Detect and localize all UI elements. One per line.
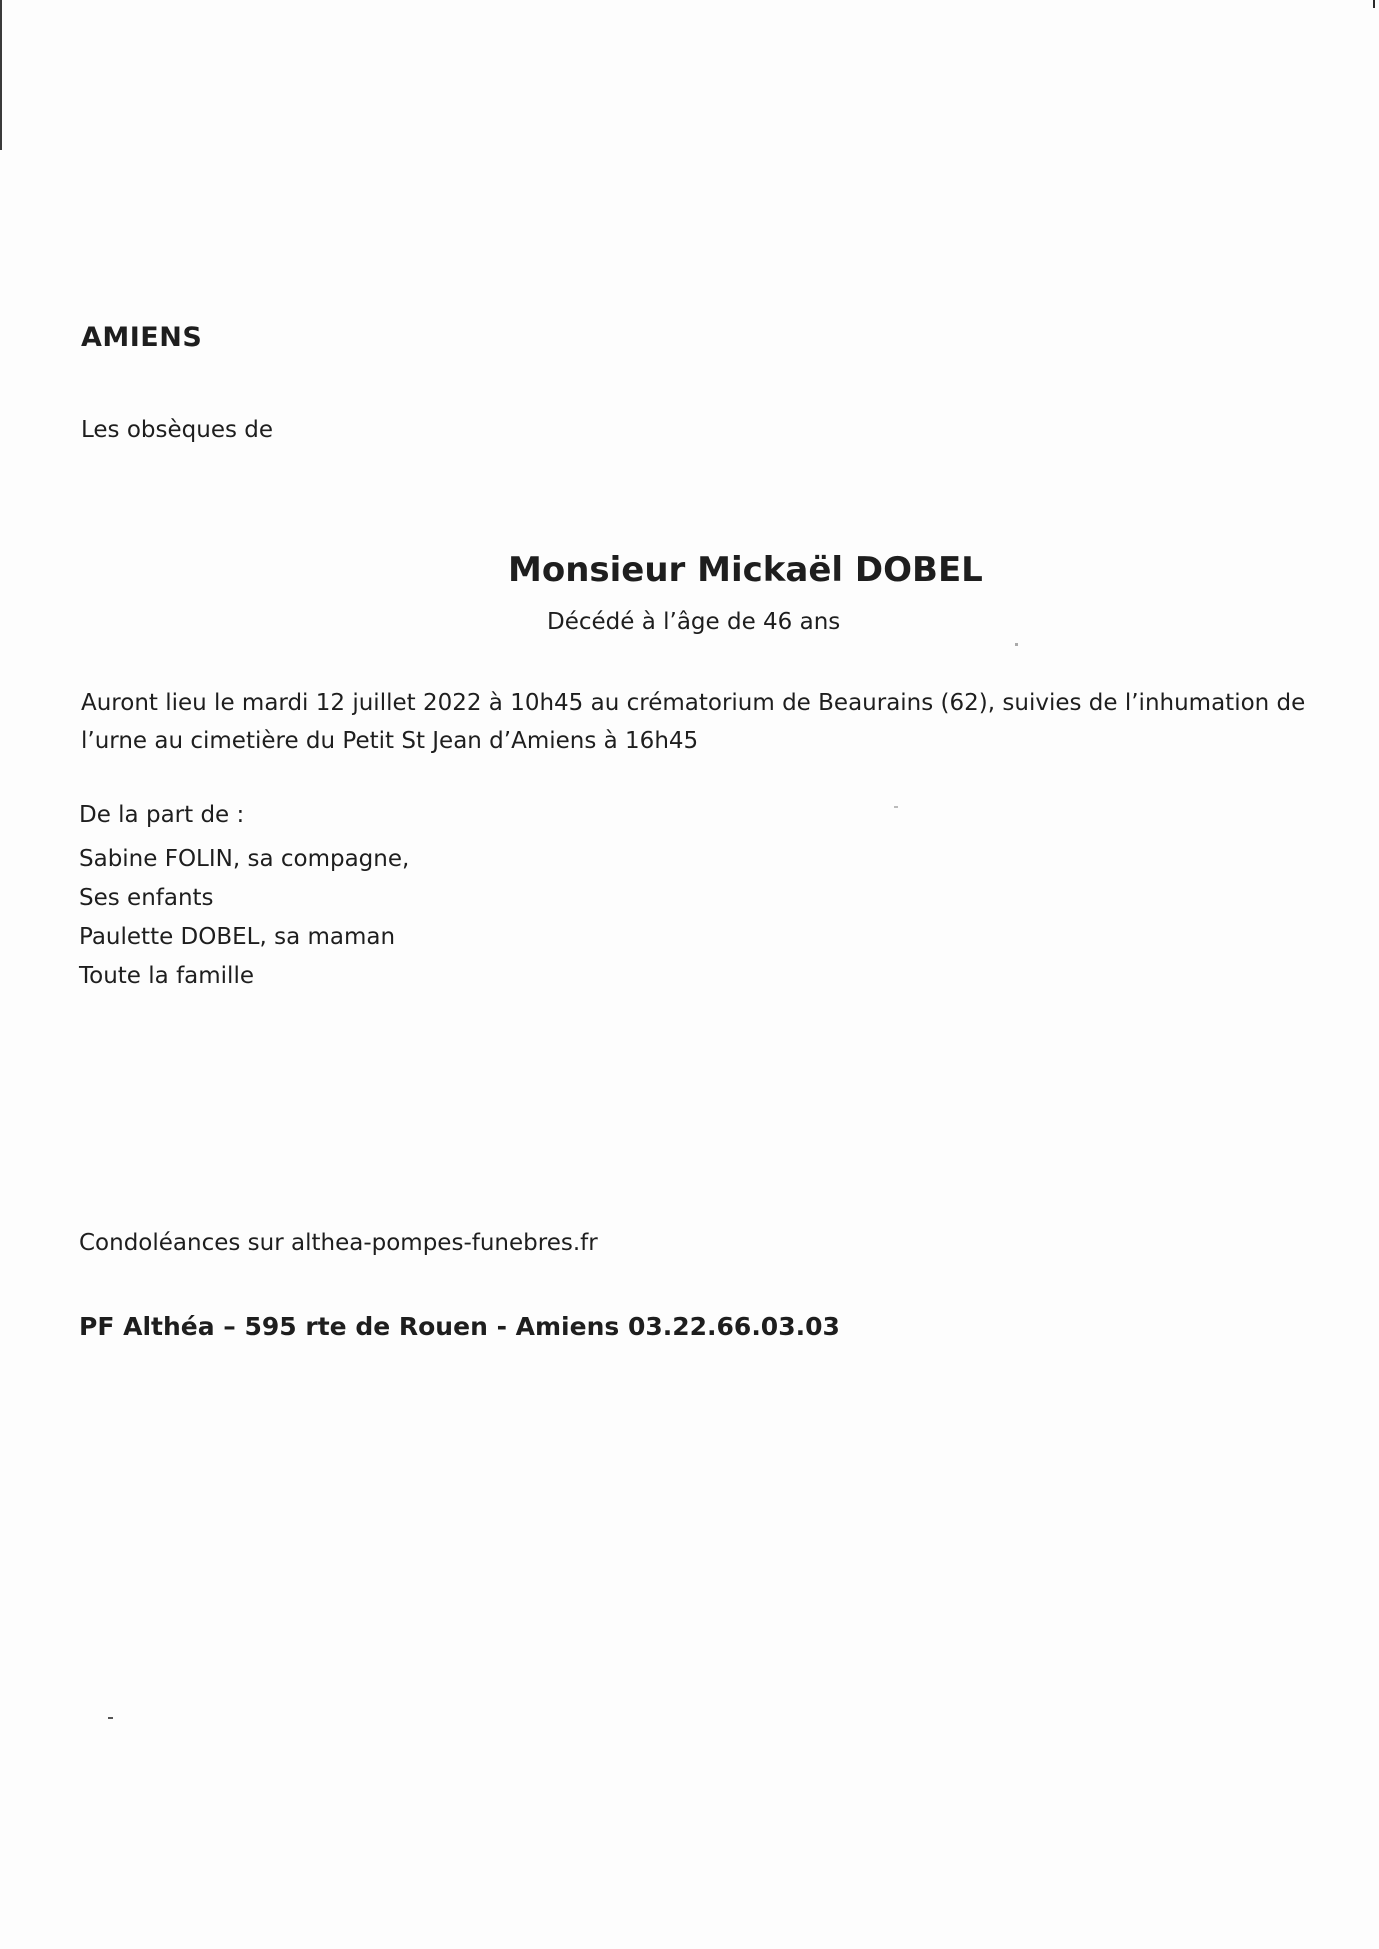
family-list <box>79 840 409 996</box>
scan-speck <box>894 806 898 808</box>
intro-text: Les obsèques de <box>81 417 274 443</box>
family-member: Paulette DOBEL, sa maman <box>79 924 396 950</box>
scan-speck <box>108 1717 113 1719</box>
funeral-home-line: PF Althéa – 595 rte de Rouen - Amiens 03.22.66.03.03 <box>79 1312 840 1341</box>
deceased-name: Monsieur Mickaël DOBEL <box>508 550 983 590</box>
age-line: Décédé à l’âge de 46 ans <box>547 609 841 635</box>
scan-speck <box>1015 643 1018 646</box>
scan-edge-mark-right <box>1373 0 1375 8</box>
family-member: Toute la famille <box>79 963 254 989</box>
condolences-line: Condoléances sur althea-pompes-funebres.fr <box>79 1230 598 1256</box>
family-member: Ses enfants <box>79 885 214 911</box>
family-member: Sabine FOLIN, sa compagne, <box>79 846 410 872</box>
scan-edge-mark <box>0 0 2 150</box>
ceremony-details: Auront lieu le mardi 12 juillet 2022 à 10h45 au crématorium de Beaurains (62), suivies de l’inhumation de l’urne au cimetière du Petit St Jean d’Amiens à 16h45 <box>81 690 1306 754</box>
city-heading: AMIENS <box>81 322 203 353</box>
family-heading: De la part de : <box>79 802 245 828</box>
